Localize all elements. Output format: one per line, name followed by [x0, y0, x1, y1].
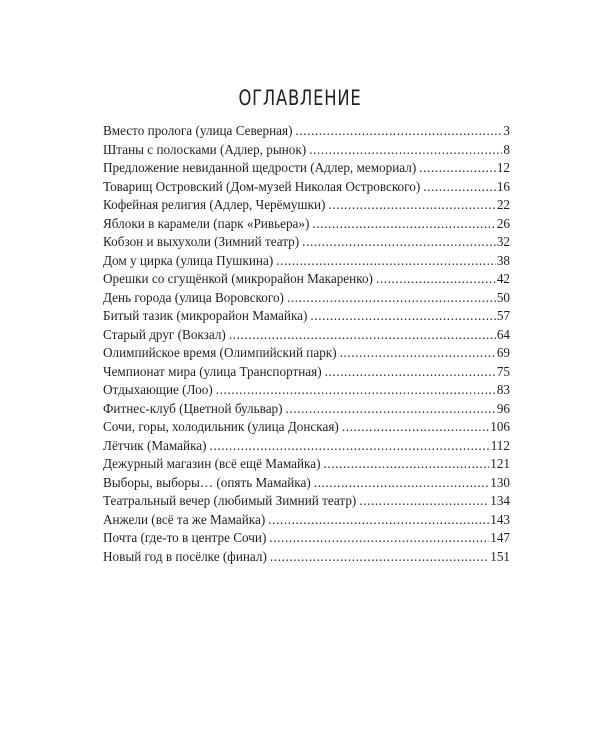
- toc-entry-title: Дежурный магазин (всё ещё Мамайка): [103, 456, 321, 471]
- toc-entry-page-number: 8: [503, 141, 510, 157]
- toc-entry: [103, 492, 510, 511]
- toc-entry-page-number: 69: [496, 345, 510, 360]
- toc-entry-page-number: 83: [496, 382, 510, 397]
- dot-leader: [423, 178, 496, 197]
- toc-entry-title: Старый друг (Вокзал): [103, 326, 226, 342]
- toc-entry: [103, 233, 510, 252]
- dot-leader: [342, 418, 489, 437]
- dot-leader: [270, 548, 489, 567]
- toc-entry-page-number: 64: [496, 326, 510, 342]
- toc-entry-title: Театральный вечер (любимый Зимний театр): [103, 493, 357, 508]
- toc-entry-title: Сочи, горы, холодильник (улица Донская): [103, 419, 339, 434]
- toc-entry: [103, 529, 510, 548]
- dot-leader: [296, 122, 503, 141]
- toc-entry-page-number: 112: [490, 437, 510, 453]
- toc-entry: [103, 122, 510, 141]
- toc-entry-title: Кобзон и выхухоли (Зимний театр): [103, 234, 300, 249]
- dot-leader: [359, 492, 489, 511]
- toc-entry: [103, 159, 510, 178]
- toc-entry-title: Фитнес-клуб (Цветной бульвар): [103, 400, 283, 416]
- dot-leader: [276, 252, 496, 271]
- dot-leader: [323, 455, 489, 474]
- toc-entry-page-number: 75: [496, 363, 510, 379]
- dot-leader: [309, 141, 502, 160]
- toc-entry-title: Товарищ Островский (Дом-музей Николая Островского): [103, 178, 421, 194]
- toc-entry: [103, 289, 510, 308]
- dot-leader: [210, 437, 490, 456]
- dot-leader: [340, 344, 496, 363]
- toc-entry-page-number: 32: [496, 234, 510, 249]
- toc-entry-page-number: 121: [490, 456, 510, 471]
- toc-entry-title: Яблоки в карамели (парк «Ривьера»): [103, 215, 310, 231]
- dot-leader: [216, 381, 496, 400]
- toc-list: [103, 122, 510, 566]
- toc-entry: [103, 511, 510, 530]
- toc-entry-title: Отдыхающие (Лоо): [103, 382, 213, 397]
- toc-entry-page-number: 147: [490, 530, 510, 545]
- toc-entry-title: Предложение невиданной щедрости (Адлер, мемориал): [103, 160, 417, 175]
- dot-leader: [325, 363, 496, 382]
- dot-leader: [268, 511, 489, 530]
- toc-entry-title: Орешки со сгущёнкой (микрорайон Макаренко): [103, 271, 373, 286]
- dot-leader: [419, 159, 496, 178]
- toc-entry-page-number: 38: [496, 252, 510, 268]
- toc-entry-page-number: 50: [496, 289, 510, 305]
- dot-leader: [287, 289, 496, 308]
- toc-entry: [103, 548, 510, 567]
- toc-entry: [103, 141, 510, 160]
- toc-entry-title: Вместо пролога (улица Северная): [103, 123, 293, 138]
- dot-leader: [269, 529, 489, 548]
- toc-entry-title: Дом у цирка (улица Пушкина): [103, 252, 274, 268]
- toc-entry-title: Олимпийское время (Олимпийский парк): [103, 345, 337, 360]
- toc-entry: [103, 455, 510, 474]
- toc-entry-page-number: 143: [490, 511, 510, 527]
- toc-entry-title: Кофейная религия (Адлер, Черёмушки): [103, 197, 326, 212]
- toc-entry-title: Почта (где-то в центре Сочи): [103, 530, 267, 545]
- toc-entry: [103, 418, 510, 437]
- dot-leader: [310, 307, 495, 326]
- toc-entry: [103, 196, 510, 215]
- toc-entry: [103, 344, 510, 363]
- toc-entry: [103, 326, 510, 345]
- toc-entry: [103, 270, 510, 289]
- toc-entry: [103, 307, 510, 326]
- toc-entry-title: Лётчик (Мамайка): [103, 437, 207, 453]
- toc-entry-title: Битый тазик (микрорайон Мамайка): [103, 308, 308, 323]
- toc-entry-title: Чемпионат мира (улица Транспортная): [103, 363, 322, 379]
- toc-entry-page-number: 57: [496, 308, 510, 323]
- dot-leader: [302, 233, 496, 252]
- dot-leader: [312, 215, 495, 234]
- toc-entry: [103, 474, 510, 493]
- toc-entry-title: Анжели (всё та же Мамайка): [103, 511, 266, 527]
- dot-leader: [314, 474, 490, 493]
- toc-entry: [103, 381, 510, 400]
- toc-entry-page-number: 16: [496, 178, 510, 194]
- toc-entry-title: День города (улица Воровского): [103, 289, 284, 305]
- toc-entry: [103, 437, 510, 456]
- toc-entry-page-number: 3: [503, 123, 510, 138]
- toc-entry-title: Новый год в посёлке (финал): [103, 548, 267, 564]
- toc-entry-page-number: 42: [496, 271, 510, 286]
- dot-leader: [229, 326, 496, 345]
- dot-leader: [328, 196, 495, 215]
- toc-entry-title: Выборы, выборы… (опять Мамайка): [103, 474, 311, 490]
- toc-heading: ОГЛАВЛЕНИЕ: [238, 86, 362, 110]
- toc-entry: [103, 252, 510, 271]
- dot-leader: [376, 270, 496, 289]
- toc-entry-page-number: 151: [490, 548, 510, 564]
- toc-entry-page-number: 12: [496, 160, 510, 175]
- toc-entry-page-number: 26: [496, 215, 510, 231]
- toc-entry: [103, 400, 510, 419]
- toc-entry-page-number: 106: [490, 419, 510, 434]
- toc-entry-page-number: 130: [490, 474, 510, 490]
- toc-entry-title: Штаны с полосками (Адлер, рынок): [103, 141, 307, 157]
- toc-entry: [103, 363, 510, 382]
- dot-leader: [286, 400, 496, 419]
- toc-entry-page-number: 96: [496, 400, 510, 416]
- toc-entry-page-number: 134: [490, 493, 510, 508]
- toc-entry-page-number: 22: [496, 197, 510, 212]
- toc-entry: [103, 215, 510, 234]
- toc-entry: [103, 178, 510, 197]
